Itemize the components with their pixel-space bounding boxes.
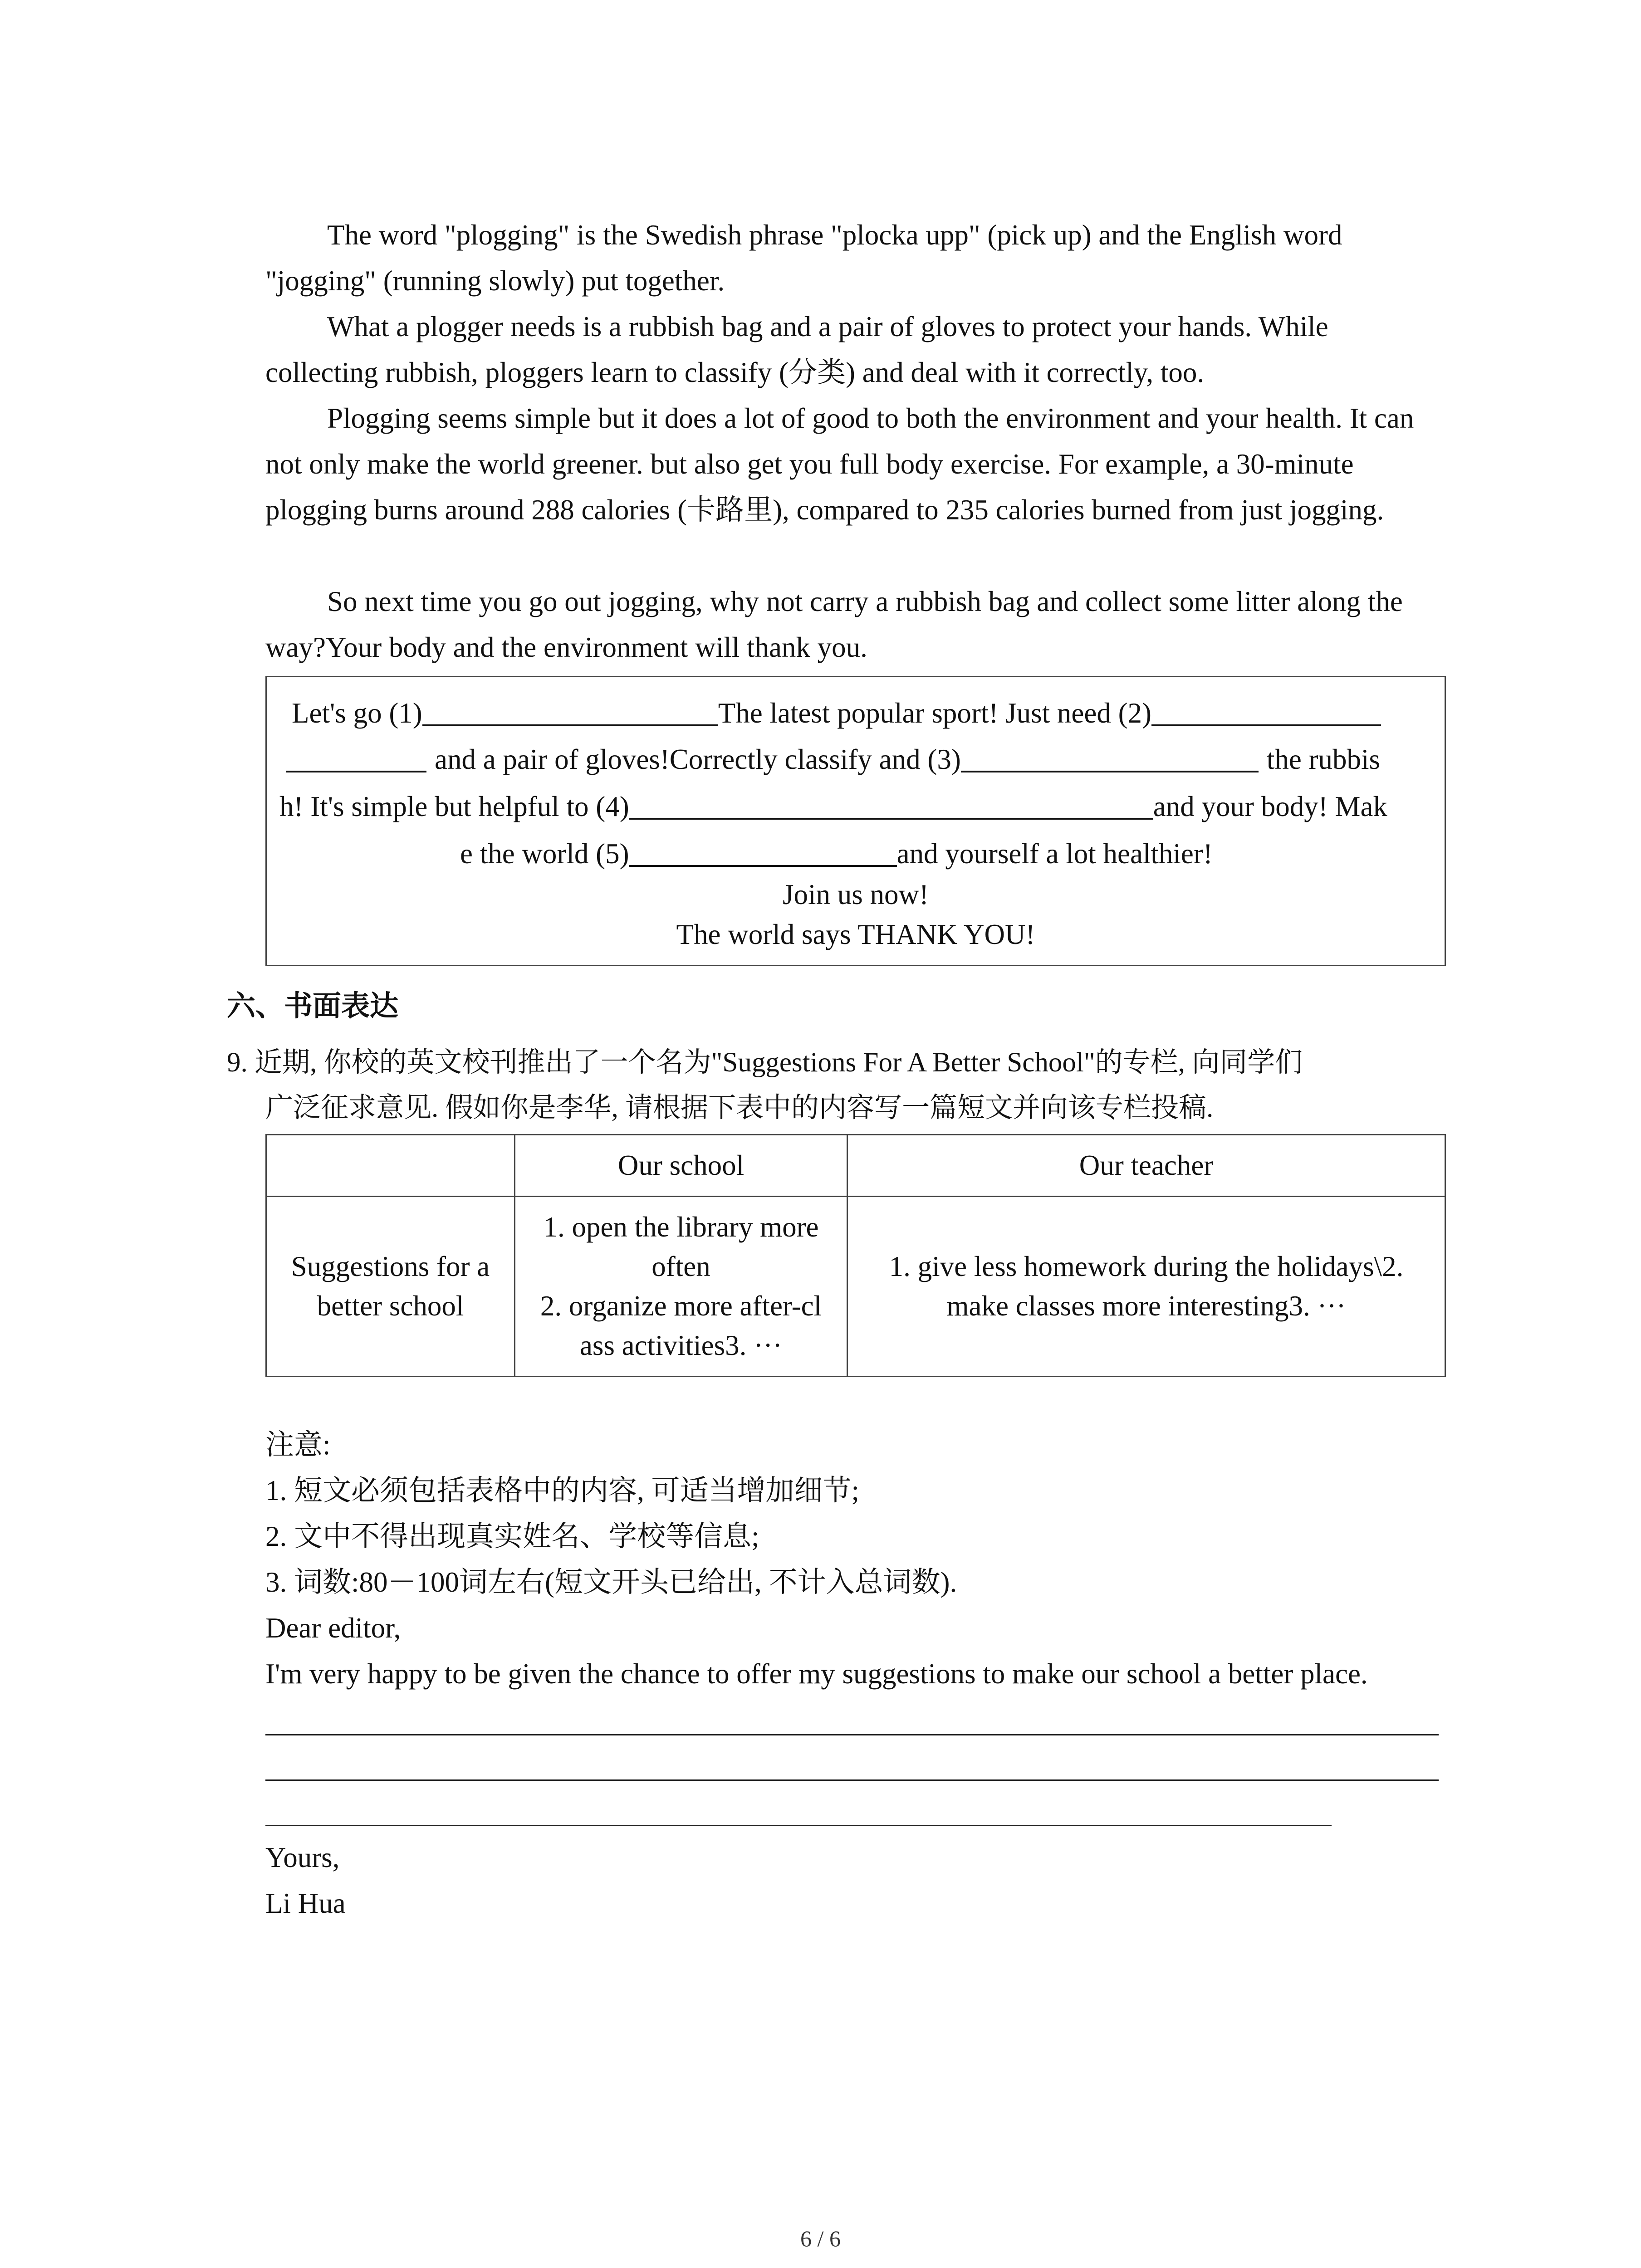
blank-2-continued[interactable]: [286, 743, 426, 772]
fill-text: h! It's simple but helpful to (4): [279, 791, 629, 822]
notes-title: 注意:: [265, 1429, 331, 1461]
blank-1[interactable]: [422, 697, 718, 726]
fill-line-2: [286, 741, 1380, 777]
notes-block: [265, 1422, 1368, 1697]
note-item: 1. 短文必须包括表格中的内容, 可适当增加细节;: [265, 1475, 860, 1506]
blank-2[interactable]: [1151, 697, 1381, 726]
table-header-cell: [266, 1135, 515, 1197]
table-row-label: [266, 1197, 515, 1377]
page-number: 6 / 6: [800, 2226, 841, 2251]
fill-line-1: [292, 695, 1381, 731]
fill-text: the rubbis: [1266, 743, 1381, 775]
blank-3[interactable]: [961, 743, 1259, 772]
note-item: 2. 文中不得出现真实姓名、学校等信息;: [265, 1520, 759, 1552]
school-suggestions-text: 1. open the library more often 2. organize more after-class activities3. ···: [540, 1211, 822, 1361]
note-item: 3. 词数:80－100词左右(短文开头已给出, 不计入总词数).: [265, 1566, 957, 1598]
table-cell: [515, 1197, 847, 1377]
writing-line-1[interactable]: [265, 1734, 1439, 1735]
question-line-2: 广泛征求意见. 假如你是李华, 请根据下表中的内容写一篇短文并向该专栏投稿.: [265, 1093, 1214, 1123]
letter-opening: I'm very happy to be given the chance to offer my suggestions to make our school a better place.: [265, 1658, 1368, 1690]
closing-yours: Yours,: [265, 1842, 340, 1873]
table-row: [266, 1197, 1445, 1377]
fill-line-4: [460, 836, 1213, 872]
reading-paragraph-3: Plogging seems simple but it does a lot of good to both the environment and your health. It can not only make the world greener. but also get you full body exercise. For example, a 30-minute plogging burns around 288 calories (卡路里), compared to 235 calories burned from just jogging.: [265, 402, 1414, 526]
blank-4[interactable]: [629, 791, 1153, 820]
fill-text: The latest popular sport! Just need (2): [718, 697, 1152, 729]
letter-closing: [265, 1835, 346, 1926]
table-header-cell: Our school: [515, 1135, 847, 1197]
reading-paragraph-4: So next time you go out jogging, why not carry a rubbish bag and collect some litter along the way?Your body and the environment will thank you.: [265, 586, 1403, 663]
thank-you-text: The world says THANK YOU!: [676, 919, 1035, 950]
reading-paragraph-1: The word "plogging" is the Swedish phrase "plocka upp" (pick up) and the English word "jogging" (running slowly) put together.: [265, 219, 1342, 297]
teacher-suggestions-text: 1. give less homework during the holidays\2. make classes more interesting3. ···: [889, 1251, 1404, 1322]
fill-text: and your body! Mak: [1153, 791, 1387, 822]
table-cell: [847, 1197, 1445, 1377]
fill-text: e the world (5): [460, 838, 629, 870]
table-header-cell: Our teacher: [847, 1135, 1445, 1197]
suggestions-table: [265, 1134, 1446, 1377]
fill-text: and a pair of gloves!Correctly classify and (3): [435, 743, 961, 775]
writing-line-3[interactable]: [265, 1825, 1332, 1826]
closing-name: Li Hua: [265, 1887, 346, 1919]
reading-paragraph-2: What a plogger needs is a rubbish bag and a pair of gloves to protect your hands. While collecting rubbish, ploggers learn to classify (分类) and deal with it correctly, too.: [265, 311, 1328, 388]
blank-5[interactable]: [629, 838, 897, 867]
question-line-1: 9. 近期, 你校的英文校刊推出了一个名为"Suggestions For A Better School"的专栏, 向同学们: [227, 1047, 1303, 1078]
row-label-text: Suggestions for a better school: [291, 1251, 490, 1322]
fill-text: and yourself a lot healthier!: [896, 838, 1213, 870]
fill-line-3: [279, 788, 1387, 825]
join-us-text: Join us now!: [782, 879, 929, 910]
letter-greeting: Dear editor,: [265, 1612, 401, 1644]
writing-line-2[interactable]: [265, 1779, 1439, 1781]
section-heading: 六、书面表达: [227, 989, 398, 1022]
fill-text: Let's go (1): [292, 697, 422, 729]
table-header-row: [266, 1135, 1445, 1197]
